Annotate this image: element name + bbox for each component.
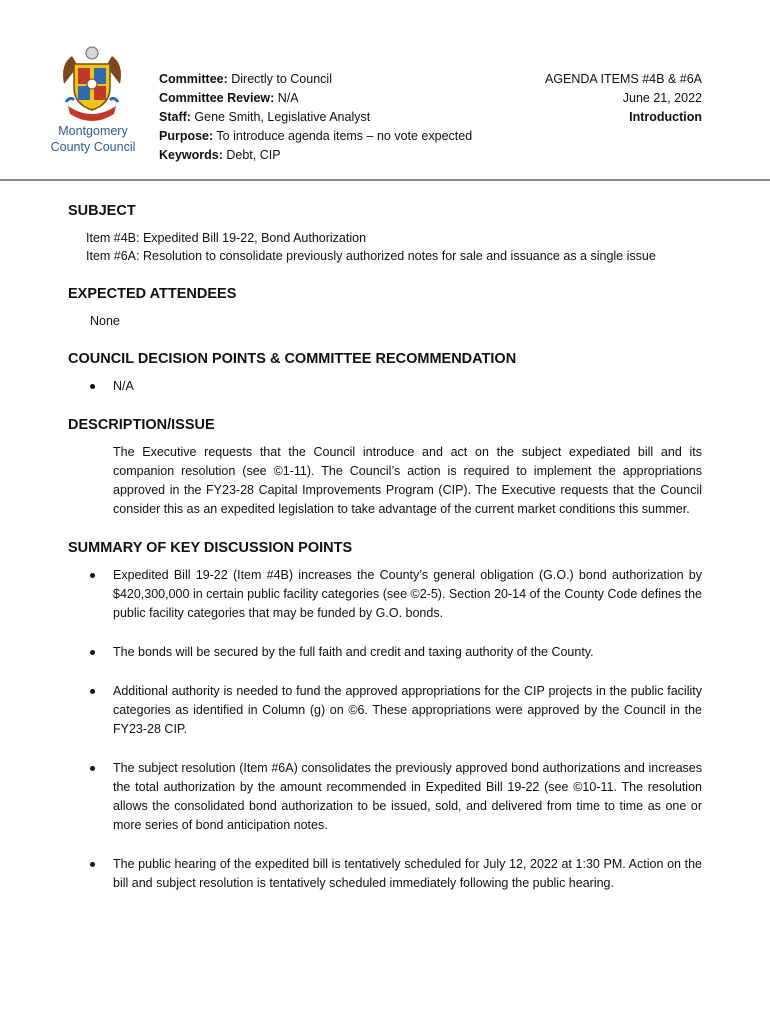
decision-list	[68, 377, 702, 396]
bullet-icon	[90, 862, 95, 867]
section-decision-points	[68, 350, 702, 396]
section-heading: EXPECTED ATTENDEES	[68, 286, 237, 302]
list-item: Additional authority is needed to fund the approved appropriations for the CIP projects in the public facility categories as identified in Column (g) on ©6. These appropriations were approved by the Council in the FY23-28 CIP.	[68, 682, 702, 739]
list-item: Expedited Bill 19-22 (Item #4B) increases the County’s general obligation (G.O.) bond authorization by $420,300,000 in certain public facility categories (see ©2-5). Section 20-14 of the County Code defines the public facility categories that may be funded by G.O. bonds.	[68, 566, 702, 623]
list-item: The subject resolution (Item #6A) consolidates the previously approved bond authorizations and increases the total authorization by the amount recommended in Expedited Bill 19-22 (see ©10-11. The resolution allows the consolidated bond authorization to be issued, sold, and delivered from time to time as one or more series of bond anticipation notes.	[68, 759, 702, 835]
bullet-icon	[90, 573, 95, 578]
list-item: The bonds will be secured by the full faith and credit and taxing authority of the County.	[68, 643, 702, 662]
description-paragraph: The Executive requests that the Council introduce and act on the subject expediated bill and its companion resolution (see ©1-11). The Council’s action is required to implement the appropriations approved in the FY23-28 Capital Improvements Program (CIP). The Executive requests that the Council consider this as an expedited legislation to take advantage of the current market conditions this summer.	[113, 445, 702, 516]
organization-name: Montgomery County Council	[50, 124, 136, 154]
section-summary	[68, 539, 702, 893]
agenda-block	[545, 70, 702, 127]
meta-committee-review: Committee Review: N/A	[159, 91, 299, 105]
list-item: N/A	[68, 377, 702, 396]
section-heading: SUBJECT	[68, 203, 136, 219]
subject-line: Item #6A: Resolution to consolidate previously authorized notes for sale and issuance as a single issue	[86, 249, 656, 263]
document-header	[0, 0, 770, 182]
bullet-icon	[90, 766, 95, 771]
agenda-date: June 21, 2022	[622, 91, 702, 105]
memo-metadata	[159, 70, 472, 165]
section-heading: SUMMARY OF KEY DISCUSSION POINTS	[68, 540, 353, 556]
meta-purpose: Purpose: To introduce agenda items – no vote expected	[159, 129, 473, 143]
meta-keywords: Keywords: Debt, CIP	[159, 148, 281, 162]
agenda-items: AGENDA ITEMS #4B & #6A	[544, 72, 702, 86]
subject-line: Item #4B: Expedited Bill 19-22, Bond Authorization	[86, 231, 367, 245]
meta-committee: Committee: Directly to Council	[159, 72, 332, 86]
document-body	[68, 202, 702, 913]
list-item: The public hearing of the expedited bill is tentatively scheduled for July 12, 2022 at 1:30 PM. Action on the bill and subject resolution is tentatively scheduled immediately following the public hearing.	[68, 855, 702, 893]
section-heading: DESCRIPTION/ISSUE	[68, 417, 215, 433]
header-divider	[0, 179, 770, 181]
bullet-icon	[90, 689, 95, 694]
agenda-stage: Introduction	[629, 110, 702, 124]
section-subject	[68, 202, 702, 265]
section-attendees	[68, 285, 702, 330]
meta-staff: Staff: Gene Smith, Legislative Analyst	[159, 110, 371, 124]
section-description	[68, 416, 702, 519]
bullet-icon	[90, 384, 95, 389]
bullet-icon	[90, 650, 95, 655]
county-seal-logo	[58, 44, 126, 124]
section-heading: COUNCIL DECISION POINTS & COMMITTEE RECOMMENDATION	[68, 351, 517, 367]
attendees-value: None	[90, 314, 120, 328]
summary-list	[68, 566, 702, 893]
